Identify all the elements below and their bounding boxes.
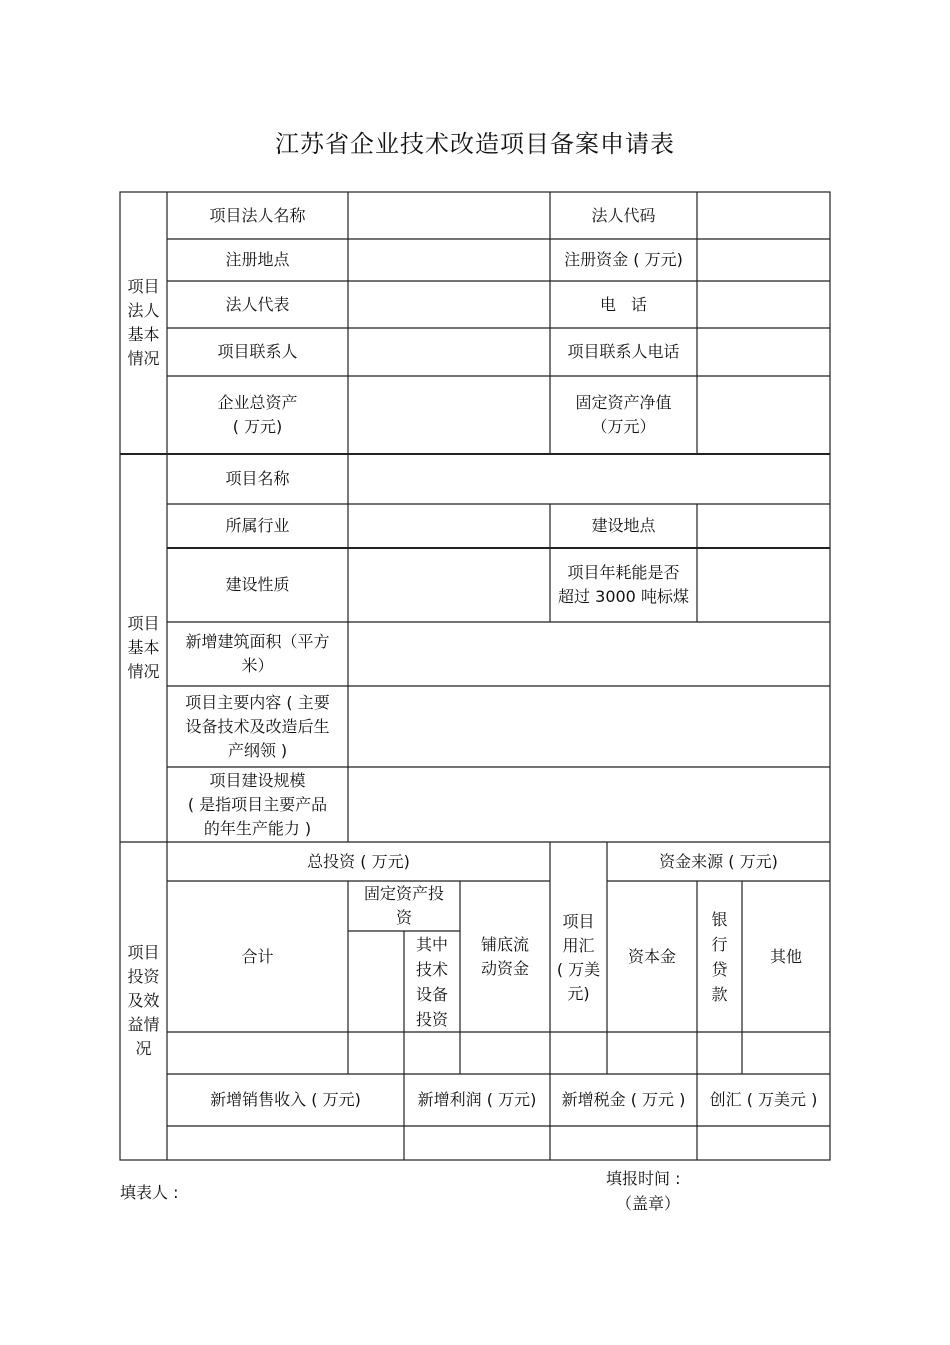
field-build-scale[interactable] <box>348 767 830 842</box>
label-reg-capital: 注册资金 ( 万元) <box>564 250 683 269</box>
label-total-invest: 总投资 ( 万元) <box>307 851 410 871</box>
label-working-capital: 铺底流 动资金 <box>480 934 529 978</box>
label-legal-code: 法人代码 <box>591 205 656 225</box>
field-industry[interactable] <box>348 504 550 548</box>
label-total-assets: 企业总资产 ( 万元) <box>217 393 298 436</box>
field-main-content[interactable] <box>348 686 830 767</box>
fill-date-label: 填报时间 : <box>606 1169 681 1188</box>
label-bank-loan: 银 行 贷 款 <box>711 909 728 1004</box>
label-build-location: 建设地点 <box>591 516 656 535</box>
seal-label: （盖章） <box>616 1194 681 1213</box>
field-new-sales[interactable] <box>167 1126 404 1160</box>
field-working-capital[interactable] <box>460 1032 550 1074</box>
filler-label: 填表人 : <box>120 1183 179 1202</box>
label-total-sum: 合计 <box>241 946 274 966</box>
field-reg-address[interactable] <box>348 239 550 281</box>
label-phone: 电 话 <box>599 294 648 314</box>
field-legal-code[interactable] <box>697 192 830 239</box>
field-phone[interactable] <box>697 281 830 328</box>
field-other[interactable] <box>742 1032 830 1074</box>
label-forex-earn: 创汇 ( 万美元 ) <box>709 1090 818 1109</box>
field-new-profit[interactable] <box>404 1126 550 1160</box>
section-investment-label: 项目投资及效益情况 <box>127 943 160 1058</box>
field-bank-loan[interactable] <box>697 1032 742 1074</box>
field-tech-invest[interactable] <box>404 1032 460 1074</box>
field-total-assets[interactable] <box>348 376 550 454</box>
label-build-nature: 建设性质 <box>225 575 290 594</box>
label-new-sales: 新增销售收入 ( 万元) <box>210 1090 361 1109</box>
page-title: 江苏省企业技术改造项目备案申请表 <box>275 130 675 158</box>
label-fund-source: 资金来源 ( 万元) <box>659 851 778 871</box>
field-project-name[interactable] <box>348 454 830 504</box>
field-forex-earn[interactable] <box>697 1126 830 1160</box>
field-new-tax[interactable] <box>550 1126 697 1160</box>
label-project-name: 项目名称 <box>225 469 290 488</box>
field-total-sum[interactable] <box>167 1032 348 1074</box>
section-project-basic-label: 项目基本情况 <box>127 614 160 681</box>
field-energy[interactable] <box>697 548 830 622</box>
label-capital: 资本金 <box>627 946 676 966</box>
label-fixed-invest: 固定资产投 资 <box>363 884 444 927</box>
field-build-nature[interactable] <box>348 548 550 622</box>
label-new-tax: 新增税金 ( 万元 ) <box>561 1090 686 1109</box>
field-legal-name[interactable] <box>348 192 550 239</box>
field-contact[interactable] <box>348 328 550 376</box>
label-legal-name: 项目法人名称 <box>209 205 306 225</box>
label-reg-address: 注册地点 <box>225 250 290 269</box>
label-build-scale: 项目建设规模 ( 是指项目主要产品 的年生产能力 ) <box>187 770 328 838</box>
label-forex-use: 项目 用汇 ( 万美 元) <box>556 912 601 1003</box>
field-legal-rep[interactable] <box>348 281 550 328</box>
label-legal-rep: 法人代表 <box>225 294 290 314</box>
field-fixed-assets[interactable] <box>697 376 830 454</box>
field-contact-phone[interactable] <box>697 328 830 376</box>
label-new-profit: 新增利润 ( 万元) <box>417 1090 537 1109</box>
field-reg-capital[interactable] <box>697 239 830 281</box>
label-contact-phone: 项目联系人电话 <box>567 342 680 361</box>
label-other: 其他 <box>769 946 802 966</box>
section-legal-person-label: 项目法人基本情况 <box>127 277 160 368</box>
field-capital[interactable] <box>607 1032 697 1074</box>
label-contact: 项目联系人 <box>217 342 298 361</box>
label-industry: 所属行业 <box>225 516 290 535</box>
label-energy: 项目年耗能是否 超过 3000 吨标煤 <box>558 563 689 606</box>
label-fixed-assets: 固定资产净值 （万元） <box>575 393 672 436</box>
label-main-content: 项目主要内容 ( 主要 设备技术及改造后生 产纲领 ) <box>185 692 330 760</box>
label-of-which-tech: 其中 技术 设备 投资 <box>415 934 448 1029</box>
field-fixed-invest[interactable] <box>348 1032 404 1074</box>
field-forex-use[interactable] <box>550 1032 607 1074</box>
field-build-location[interactable] <box>697 504 830 548</box>
field-new-area[interactable] <box>348 622 830 686</box>
label-new-area: 新增建筑面积（平方 米） <box>185 632 330 675</box>
